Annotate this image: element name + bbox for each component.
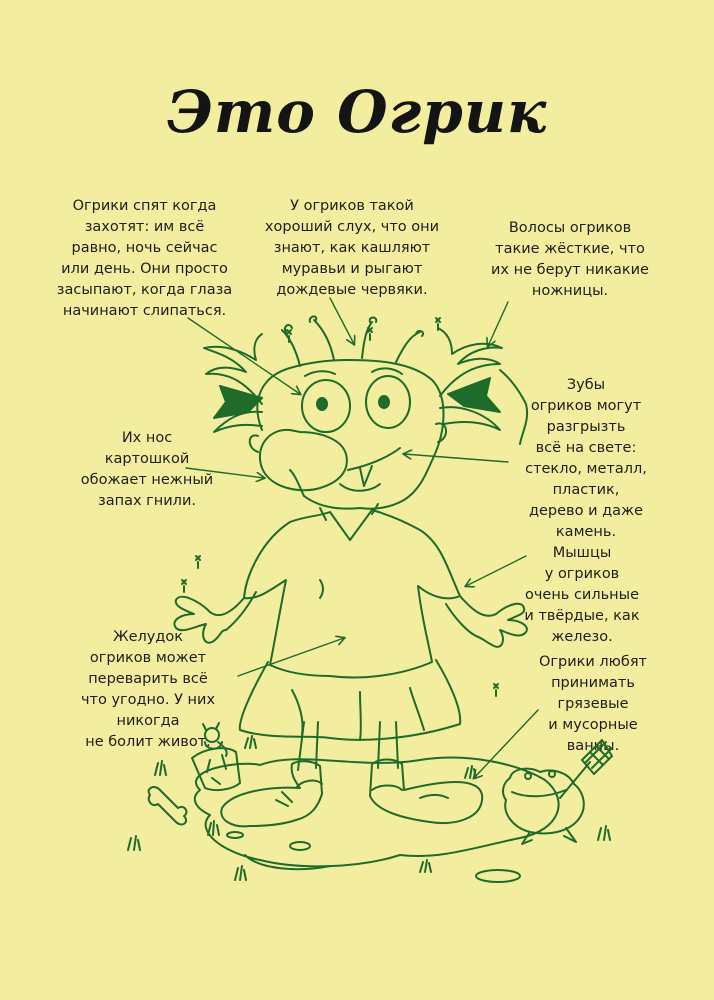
arrow-teeth [404,454,508,462]
note-nose: Их нос картошкой обожает нежный запах гнили. [80,430,214,509]
bone-drawing [149,787,187,824]
right-boot [370,760,482,824]
skirt [240,660,460,740]
page-title: Это Огрик [166,78,548,146]
arrow-stomach [238,638,344,676]
arrow-nose [186,468,264,478]
note-hair: Волосы огриков такие жёсткие, что их не берут никакие ножницы. [491,220,649,299]
left-boot [221,761,322,826]
left-hand [174,597,226,643]
arrow-sleep [188,318,300,394]
arrow-muscles [466,556,526,586]
tin-can [192,748,240,790]
arrow-hearing [330,298,354,344]
note-sleep: Огрики спят когда захотят: им всё равно, ночь сейчас или день. Они просто засыпают, когда глаза начинают слипаться. [56,198,233,319]
note-baths: Огрики любят принимать грязевые и мусорные ванны. [538,654,648,754]
note-hearing: У огриков такой хороший слух, что они знают, как кашляют муравьи и рыгают дождевые червяки. [264,198,440,298]
tooth [360,466,372,486]
note-stomach: Желудок огриков может переварить всё что угодно. У них никогда не болит живот. [80,629,216,750]
arrow-hair [488,302,508,346]
mud-puddle [195,758,559,867]
left-bow [214,386,262,418]
note-muscles: Мышцы у огриков очень сильные и твёрдые, как железо. [524,545,640,645]
dress-top [244,510,460,677]
note-teeth: Зубы огриков могут разгрызть всё на свете: стекло, металл, пластик, дерево и даже камень. [525,377,647,540]
right-hand [476,604,527,647]
ogrik-nose [260,430,347,490]
